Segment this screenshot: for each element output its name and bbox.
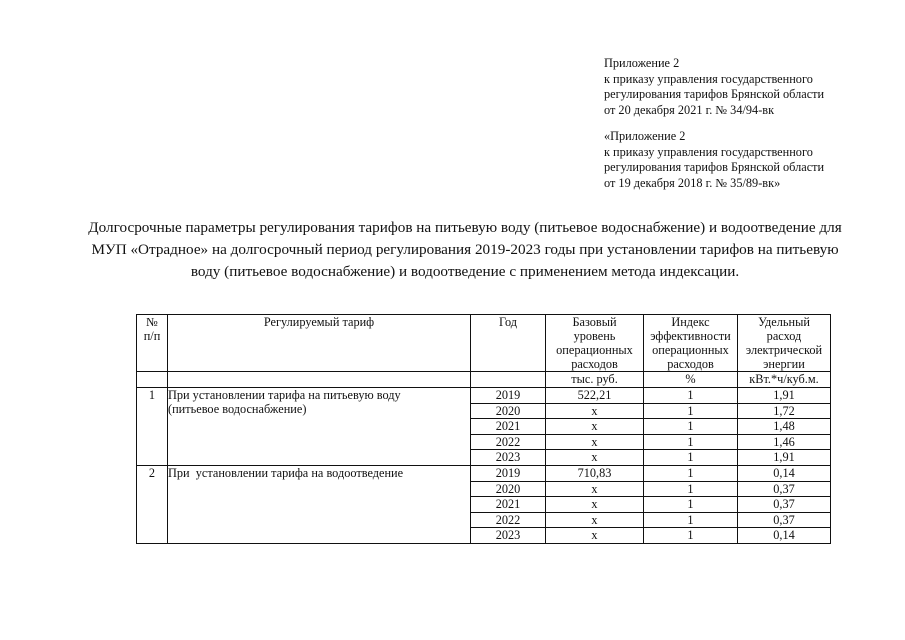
header-base-line: операционных [556,343,633,357]
header-efficiency-index [644,315,738,372]
cell-year: 2022 [471,512,546,528]
parameters-table [136,314,831,544]
unit-cell-empty [168,372,471,388]
row-number: 1 [137,388,168,466]
cell-energy: 1,91 [738,450,831,466]
unit-cell-empty [137,372,168,388]
table-units-row [137,372,831,388]
header-energy-line: Удельный [758,315,810,329]
cell-efficiency-index: 1 [644,528,738,544]
cell-energy: 1,72 [738,403,831,419]
cell-base-level: x [546,403,644,419]
tariff-name-line: При установлении тарифа на водоотведение [168,465,404,480]
header-index-line: Индекс [671,315,710,329]
header-base-level [546,315,644,372]
appendix-current [604,56,824,118]
cell-base-level: x [546,497,644,513]
cell-year: 2022 [471,434,546,450]
cell-base-level: x [546,419,644,435]
tariff-name [168,388,471,466]
cell-efficiency-index: 1 [644,465,738,481]
cell-base-level: 710,83 [546,465,644,481]
appendix-line: «Приложение 2 [604,129,686,143]
appendix-line: от 19 декабря 2018 г. № 35/89-вк» [604,175,781,190]
cell-efficiency-index: 1 [644,403,738,419]
cell-year: 2020 [471,481,546,497]
header-num-line: № [146,315,158,329]
tariff-name-line: При установлении тарифа на питьевую воду [168,388,401,402]
header-energy [738,315,831,372]
appendix-line: регулирования тарифов Брянской области [604,87,825,102]
header-energy-line: расход [766,329,802,343]
cell-efficiency-index: 1 [644,450,738,466]
header-tariff [168,315,471,372]
unit-energy: кВт.*ч/куб.м. [738,372,831,388]
cell-energy: 0,14 [738,465,831,481]
cell-efficiency-index: 1 [644,512,738,528]
cell-energy: 1,91 [738,388,831,404]
header-energy-line: электрической [745,343,823,357]
appendix-line: Приложение 2 [604,56,680,70]
cell-efficiency-index: 1 [644,419,738,435]
title-line: Долгосрочные параметры регулирования тарифов на питьевую воду (питьевое водоснабжение) и водоотведение для [88,219,842,236]
header-year [471,315,546,372]
cell-base-level: x [546,512,644,528]
row-number: 2 [137,465,168,543]
header-num-line: п/п [143,329,161,343]
title-line: МУП «Отрадное» на долгосрочный период регулирования 2019-2023 годы при установлении тарифов на питьевую [91,241,839,258]
cell-efficiency-index: 1 [644,434,738,450]
cell-base-level: x [546,450,644,466]
tariff-name [168,465,471,543]
appendix-line: к приказу управления государственного [604,144,813,159]
cell-year: 2019 [471,388,546,404]
table-header-row [137,315,831,372]
cell-efficiency-index: 1 [644,481,738,497]
header-base-line: Базовый [572,315,617,329]
header-year-label: Год [498,315,518,329]
cell-year: 2020 [471,403,546,419]
unit-cell-empty [471,372,546,388]
table-row [137,465,831,481]
document-title [60,217,870,283]
cell-year: 2023 [471,450,546,466]
cell-year: 2021 [471,419,546,435]
header-num [137,315,168,372]
cell-energy: 0,14 [738,528,831,544]
cell-year: 2023 [471,528,546,544]
appendix-line: от 20 декабря 2021 г. № 34/94-вк [604,102,775,117]
cell-energy: 0,37 [738,481,831,497]
header-index-line: операционных [652,343,729,357]
appendix-previous [604,129,824,191]
cell-base-level: x [546,528,644,544]
cell-energy: 1,46 [738,434,831,450]
appendix-line: к приказу управления государственного [604,71,813,86]
header-energy-line: энергии [763,357,805,371]
cell-base-level: x [546,434,644,450]
cell-year: 2021 [471,497,546,513]
header-tariff-label: Регулируемый тариф [263,315,375,329]
cell-energy: 0,37 [738,512,831,528]
cell-year: 2019 [471,465,546,481]
header-base-line: уровень [573,329,616,343]
cell-energy: 0,37 [738,497,831,513]
title-line: воду (питьевое водоснабжение) и водоотведение с применением метода индексации. [190,263,740,280]
cell-energy: 1,48 [738,419,831,435]
table-row [137,388,831,404]
header-base-line: расходов [571,357,618,371]
tariff-name-line: (питьевое водоснабжение) [168,402,307,416]
unit-index: % [644,372,738,388]
cell-efficiency-index: 1 [644,388,738,404]
cell-base-level: x [546,481,644,497]
appendix-line: регулирования тарифов Брянской области [604,160,825,175]
header-index-line: эффективности [650,329,731,343]
header-index-line: расходов [667,357,714,371]
unit-base: тыс. руб. [546,372,644,388]
cell-efficiency-index: 1 [644,497,738,513]
cell-base-level: 522,21 [546,388,644,404]
